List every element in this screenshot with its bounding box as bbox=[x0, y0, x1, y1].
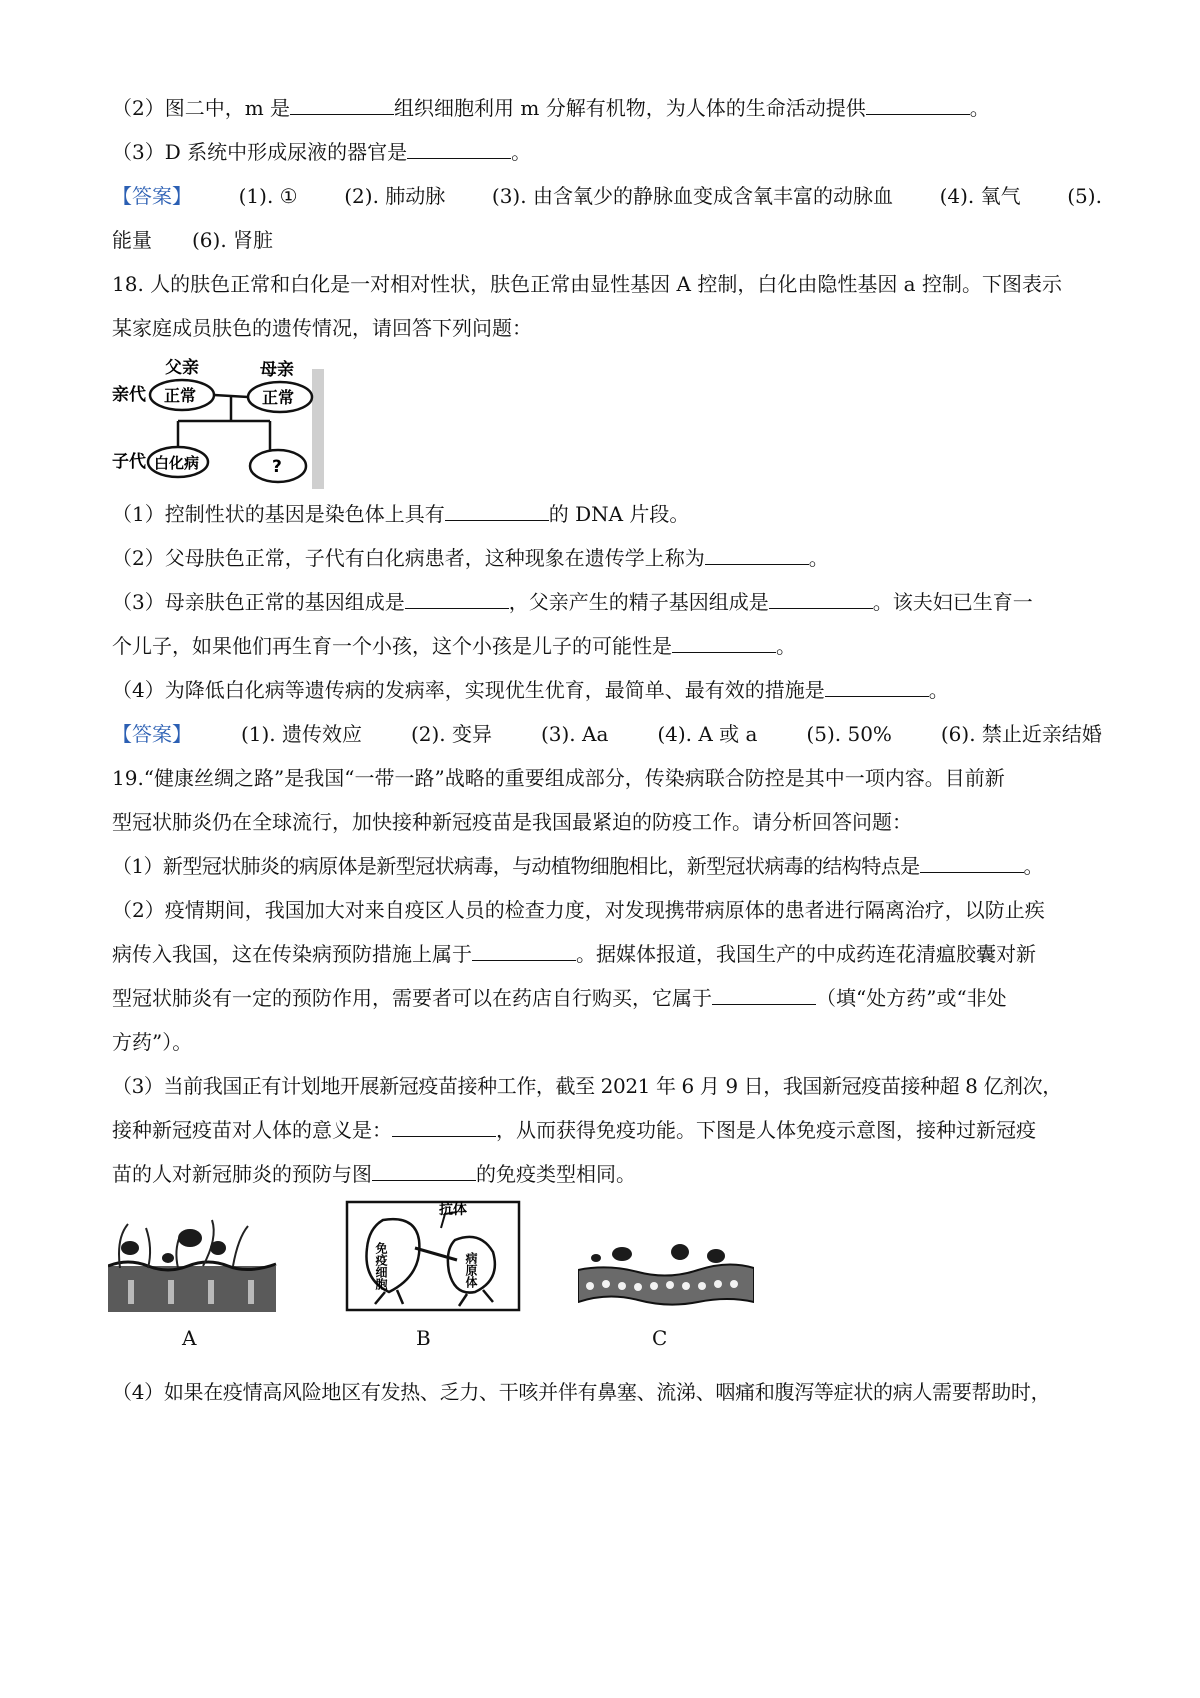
answer-item: (6). 禁止近亲结婚 bbox=[940, 722, 1102, 746]
text: （2）父母肤色正常，子代有白化病患者，这种现象在遗传学上称为 bbox=[112, 546, 705, 570]
text: ，父亲产生的精子基因组成是 bbox=[508, 590, 769, 614]
pedigree-diagram bbox=[112, 355, 327, 490]
mother-phenotype: 正常 bbox=[262, 388, 295, 407]
pathogens bbox=[121, 1229, 226, 1263]
text: 。 bbox=[1023, 854, 1043, 878]
scan-edge bbox=[312, 369, 324, 489]
text: 。据媒体报道，我国生产的中成药连花清瘟胶囊对新 bbox=[576, 942, 1036, 966]
father-phenotype: 正常 bbox=[164, 386, 197, 405]
text: （2）图二中，m 是 bbox=[112, 96, 291, 120]
answer-tag: 【答案】 bbox=[112, 184, 192, 208]
microbes bbox=[591, 1244, 725, 1263]
answer-17-cont: 能量 (6). 肾脏 bbox=[112, 228, 274, 252]
answer-item: (3). Aa bbox=[540, 722, 609, 746]
text: （1）新型冠状肺炎的病原体是新型冠状病毒，与动植物细胞相比，新型冠状病毒的结构特点是 bbox=[112, 854, 920, 878]
question-19-2: （2）疫情期间，我国加大对来自疫区人员的检查力度，对发现携带病原体的患者进行隔离治疗，以防止疾 bbox=[112, 898, 1045, 922]
father-label: 父亲 bbox=[165, 358, 199, 378]
answer-item: (1). 遗传效应 bbox=[240, 722, 362, 746]
answer-item: (2). 变异 bbox=[410, 722, 492, 746]
question-19-2-cont2 bbox=[112, 984, 1102, 1012]
text: 。 bbox=[808, 546, 829, 570]
answer-item: (4). 氧气 bbox=[939, 184, 1021, 208]
parent-generation-label: 亲代 bbox=[112, 385, 146, 405]
question-18-1 bbox=[112, 500, 1102, 528]
answer-18 bbox=[112, 720, 1102, 748]
text: 组织细胞利用 m 分解有机物，为人体的生命活动提供 bbox=[394, 96, 866, 120]
question-18-stem: 18. 人的肤色正常和白化是一对相对性状，肤色正常由显性基因 A 控制，白化由隐性基因 a 控制。下图表示 bbox=[112, 272, 1062, 296]
question-18-2 bbox=[112, 544, 1102, 572]
figure-caption-a: A bbox=[182, 1326, 197, 1350]
answer-blank bbox=[705, 544, 809, 565]
text: 病传入我国，这在传染病预防措施上属于 bbox=[112, 942, 472, 966]
answer-17 bbox=[112, 182, 1102, 210]
question-17-3 bbox=[112, 138, 1102, 166]
question-18-3-cont bbox=[112, 632, 1102, 660]
answer-blank bbox=[672, 632, 776, 653]
figure-caption-b: B bbox=[416, 1326, 431, 1350]
immune-cell-label: 免疫细胞 bbox=[374, 1242, 388, 1290]
question-17-2 bbox=[112, 94, 1102, 122]
question-18-stem-cont: 某家庭成员肤色的遗传情况，请回答下列问题： bbox=[112, 316, 532, 340]
question-19-2-cont3: 方药”）。 bbox=[112, 1030, 193, 1054]
question-19-3: （3）当前我国正有计划地开展新冠疫苗接种工作，截至 2021 年 6 月 9 日，我国新冠疫苗接种超 8 亿剂次， bbox=[112, 1074, 1062, 1098]
immune-figure-b bbox=[345, 1200, 521, 1312]
answer-item: (1). ① bbox=[238, 184, 298, 208]
antibody-label: 抗体 bbox=[439, 1202, 467, 1218]
question-19-stem-cont: 型冠状肺炎仍在全球流行，加快接种新冠疫苗是我国最紧迫的防疫工作。请分析回答问题： bbox=[112, 810, 912, 834]
answer-blank bbox=[825, 676, 929, 697]
text: （4）为降低白化病等遗传病的发病率，实现优生优育，最简单、最有效的措施是 bbox=[112, 678, 825, 702]
albino-child-phenotype: 白化病 bbox=[154, 454, 200, 472]
answer-item: (2). 肺动脉 bbox=[344, 184, 446, 208]
question-19-3-cont bbox=[112, 1116, 1102, 1144]
question-19-1 bbox=[112, 852, 1102, 880]
question-19-2-cont bbox=[112, 940, 1102, 968]
answer-blank bbox=[372, 1160, 476, 1181]
answer-blank bbox=[392, 1116, 496, 1137]
immune-figure-a bbox=[108, 1218, 278, 1313]
mother-label: 母亲 bbox=[260, 360, 294, 380]
answer-tag: 【答案】 bbox=[112, 722, 192, 746]
answer-blank bbox=[290, 94, 394, 115]
text: 型冠状肺炎有一定的预防作用，需要者可以在药店自行购买，它属于 bbox=[112, 986, 712, 1010]
text: 的 DNA 片段。 bbox=[548, 502, 690, 526]
text: 。 bbox=[928, 678, 949, 702]
figure-caption-c: C bbox=[652, 1326, 668, 1350]
attack-arm bbox=[415, 1248, 457, 1260]
text: 。 bbox=[969, 96, 990, 120]
answer-blank bbox=[866, 94, 970, 115]
answer-blank bbox=[712, 984, 816, 1005]
question-18-4 bbox=[112, 676, 1102, 704]
immune-figure-c bbox=[578, 1240, 754, 1310]
unknown-child-phenotype: ? bbox=[272, 457, 282, 477]
text: 苗的人对新冠肺炎的预防与图 bbox=[112, 1162, 372, 1186]
text: 。该夫妇已生育一 bbox=[872, 590, 1033, 614]
text: 。 bbox=[776, 634, 796, 658]
answer-item: (5). 50% bbox=[806, 722, 892, 746]
text: 的免疫类型相同。 bbox=[476, 1162, 636, 1186]
child-generation-label: 子代 bbox=[112, 452, 146, 472]
question-19-4: （4）如果在疫情高风险地区有发热、乏力、干咳并伴有鼻塞、流涕、咽痛和腹泻等症状的病人需要帮助时， bbox=[112, 1380, 1051, 1404]
question-19-3-cont2 bbox=[112, 1160, 1102, 1188]
text: （填“处方药”或“非处 bbox=[816, 986, 1007, 1010]
pathogen-label: 病原体 bbox=[464, 1252, 478, 1288]
question-18-3 bbox=[112, 588, 1102, 616]
text: ，从而获得免疫功能。下图是人体免疫示意图，接种过新冠疫 bbox=[496, 1118, 1036, 1142]
text: （1）控制性状的基因是染色体上具有 bbox=[112, 502, 445, 526]
answer-item: (3). 由含氧少的静脉血变成含氧丰富的动脉血 bbox=[491, 184, 893, 208]
answer-item: (5). bbox=[1067, 184, 1102, 208]
text: 个儿子，如果他们再生育一个小孩，这个小孩是儿子的可能性是 bbox=[112, 634, 672, 658]
answer-blank bbox=[769, 588, 873, 609]
answer-blank bbox=[920, 852, 1024, 873]
answer-item: (4). A 或 a bbox=[657, 722, 758, 746]
text: 接种新冠疫苗对人体的意义是： bbox=[112, 1118, 392, 1142]
answer-blank bbox=[407, 138, 511, 159]
text: 。 bbox=[511, 140, 532, 164]
question-19-stem: 19.“健康丝绸之路”是我国“一带一路”战略的重要组成部分，传染病联合防控是其中一项内容。目前新 bbox=[112, 766, 1005, 790]
text: （3）D 系统中形成尿液的器官是 bbox=[112, 140, 408, 164]
answer-blank bbox=[405, 588, 509, 609]
answer-blank bbox=[472, 940, 576, 961]
text: （3）母亲肤色正常的基因组成是 bbox=[112, 590, 405, 614]
answer-blank bbox=[445, 500, 549, 521]
